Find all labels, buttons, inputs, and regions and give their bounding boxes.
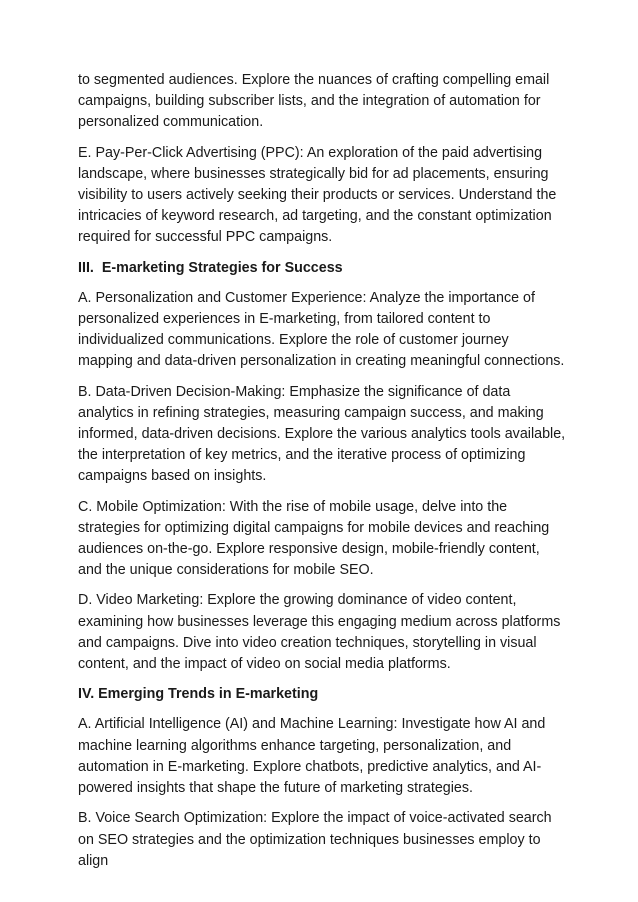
paragraph-video: D. Video Marketing: Explore the growing dominance of video content, examining how businesses leverage this engaging medium across platforms and campaigns. Dive into video creation techniques, storytelling in visual content, and the impact of video on social media platforms. xyxy=(78,592,561,673)
heading-strategies: III. E-marketing Strategies for Success xyxy=(78,259,343,276)
paragraph-ppc: E. Pay-Per-Click Advertising (PPC): An exploration of the paid advertising landscape, where businesses strategically bid for ad placements, ensuring visibility to users actively seeking their products or services. Understand the intricacies of keyword research, ad targeting, and the constant optimization required for successful PPC campaigns. xyxy=(78,144,557,246)
paragraph-ai: A. Artificial Intelligence (AI) and Machine Learning: Investigate how AI and machine learning algorithms enhance targeting, personalization, and automation in E-marketing. Explore chatbots, predictive analytics, and AI-powered insights that shape the future of marketing strategies. xyxy=(78,716,546,797)
paragraph-personalization: A. Personalization and Customer Experience: Analyze the importance of personalized experiences in E-marketing, from tailored content to individualized communications. Explore the role of customer journey mapping and data-driven personalization in creating meaningful connections. xyxy=(78,289,565,370)
paragraph-data-driven: B. Data-Driven Decision-Making: Emphasize the significance of data analytics in refining strategies, measuring campaign success, and making informed, data-driven decisions. Explore the various analytics tools available, the interpretation of key metrics, and the iterative process of optimizing campaigns based on insights. xyxy=(78,383,566,485)
paragraph-mobile: C. Mobile Optimization: With the rise of mobile usage, delve into the strategies for optimizing digital campaigns for mobile devices and reaching audiences on-the-go. Explore responsive design, mobile-friendly content, and the unique considerations for mobile SEO. xyxy=(78,498,550,579)
paragraph-email-continued: to segmented audiences. Explore the nuances of crafting compelling email campaigns, building subscriber lists, and the integration of automation for personalized communication. xyxy=(78,72,550,131)
heading-emerging-trends: IV. Emerging Trends in E-marketing xyxy=(78,686,319,703)
paragraph-voice-search: B. Voice Search Optimization: Explore the impact of voice-activated search on SEO strategies and the optimization techniques businesses employ to align xyxy=(78,810,552,869)
